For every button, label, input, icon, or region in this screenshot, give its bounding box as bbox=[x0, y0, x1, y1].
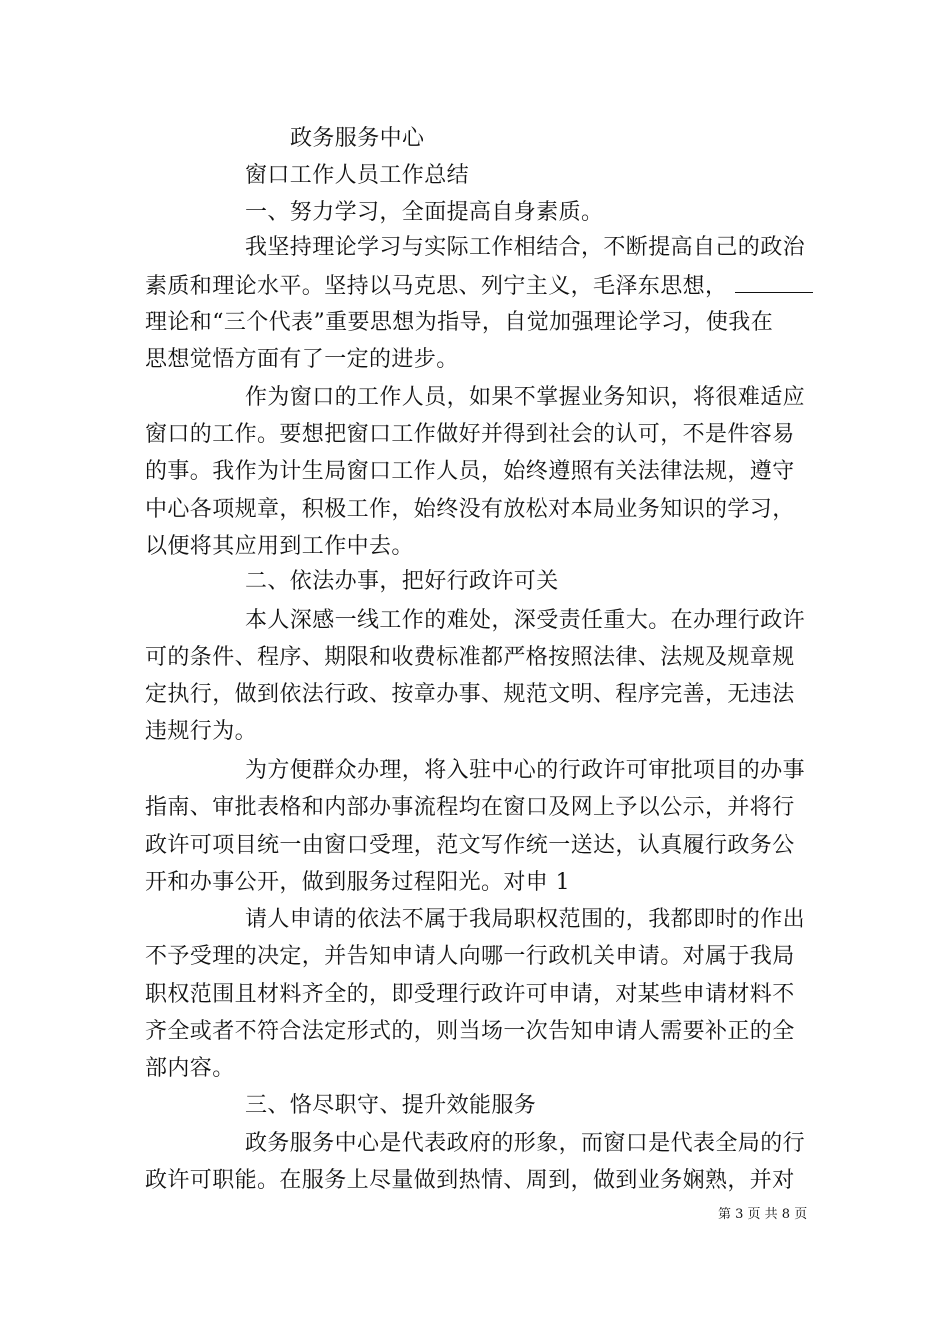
paragraph-line: 指南、审批表格和内部办事流程均在窗口及网上予以公示，并将行 bbox=[145, 795, 795, 820]
paragraph-line: 齐全或者不符合法定形式的，则当场一次告知申请人需要补正的全 bbox=[145, 1019, 795, 1044]
paragraph-line: 本人深感一线工作的难处，深受责任重大。在办理行政许 bbox=[245, 608, 806, 633]
paragraph-line: 政务服务中心是代表政府的形象，而窗口是代表全局的行 bbox=[245, 1131, 806, 1156]
document-title-line1: 政务服务中心 bbox=[290, 126, 425, 151]
paragraph-line-text: 素质和理论水平。坚持以马克思、列宁主义，毛泽东思想， bbox=[145, 274, 728, 299]
paragraph-line: 违规行为。 bbox=[145, 719, 258, 744]
section-heading-3: 三、恪尽职守、提升效能服务 bbox=[245, 1093, 537, 1118]
paragraph-line: 请人申请的依法不属于我局职权范围的，我都即时的作出 bbox=[245, 907, 806, 932]
paragraph-line: 部内容。 bbox=[145, 1056, 235, 1081]
section-heading-1: 一、努力学习，全面提高自身素质。 bbox=[245, 200, 604, 225]
paragraph-line: 不予受理的决定，并告知申请人向哪一行政机关申请。对属于我局 bbox=[145, 944, 795, 969]
redacted-blank bbox=[735, 274, 813, 293]
paragraph-line: 的事。我作为计生局窗口工作人员，始终遵照有关法律法规，遵守 bbox=[145, 459, 795, 484]
paragraph-line: 中心各项规章，积极工作，始终没有放松对本局业务知识的学习， bbox=[145, 497, 795, 522]
page-number: 第 3 页 共 8 页 bbox=[718, 1207, 808, 1222]
paragraph-line: 窗口的工作。要想把窗口工作做好并得到社会的认可，不是件容易 bbox=[145, 422, 795, 447]
document-title-line2: 窗口工作人员工作总结 bbox=[245, 163, 470, 188]
paragraph-line: 理论和“三个代表”重要思想为指导，自觉加强理论学习，使我在 bbox=[145, 310, 774, 335]
paragraph-line: 开和办事公开，做到服务过程阳光。对申 1 bbox=[145, 870, 570, 895]
paragraph-line bbox=[145, 272, 813, 302]
paragraph-line: 政许可职能。在服务上尽量做到热情、周到，做到业务娴熟，并对 bbox=[145, 1168, 795, 1193]
paragraph-line: 我坚持理论学习与实际工作相结合，不断提高自己的政治 bbox=[245, 235, 806, 260]
section-heading-2: 二、依法办事，把好行政许可关 bbox=[245, 569, 559, 594]
paragraph-line: 政许可项目统一由窗口受理，范文写作统一送达，认真履行政务公 bbox=[145, 833, 795, 858]
paragraph-line: 以便将其应用到工作中去。 bbox=[145, 534, 414, 559]
paragraph-line: 可的条件、程序、期限和收费标准都严格按照法律、法规及规章规 bbox=[145, 645, 795, 670]
paragraph-line: 为方便群众办理，将入驻中心的行政许可审批项目的办事 bbox=[245, 758, 806, 783]
paragraph-line: 思想觉悟方面有了一定的进步。 bbox=[145, 347, 459, 372]
paragraph-line: 职权范围且材料齐全的，即受理行政许可申请，对某些申请材料不 bbox=[145, 982, 795, 1007]
paragraph-line: 作为窗口的工作人员，如果不掌握业务知识，将很难适应 bbox=[245, 385, 806, 410]
paragraph-line: 定执行，做到依法行政、按章办事、规范文明、程序完善，无违法 bbox=[145, 682, 795, 707]
